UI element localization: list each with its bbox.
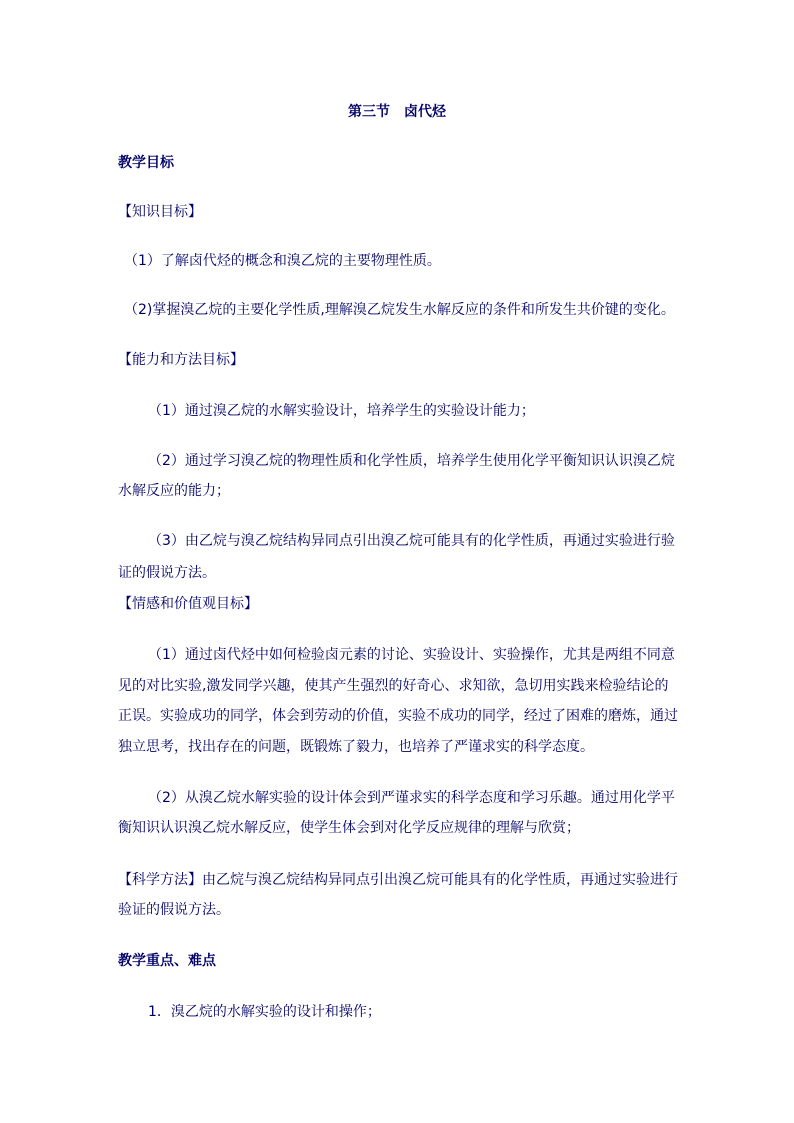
knowledge-goals-heading: 【知识目标】: [118, 204, 202, 220]
section-heading-key-points: 教学重点、难点: [118, 953, 216, 969]
section-heading-teaching-goals: 教学目标: [118, 155, 174, 171]
knowledge-goal-item-2: （2)掌握溴乙烷的主要化学性质,理解溴乙烷发生水解反应的条件和所发生共价键的变化。: [124, 302, 675, 318]
ability-goal-item-2-line-2: 水解反应的能力；: [118, 483, 230, 499]
science-method-line-2: 验证的假说方法。: [118, 902, 230, 918]
key-point-item-1: 1．溴乙烷的水解实验的设计和操作；: [148, 1004, 381, 1020]
emotion-goal-item-1-line-1: （1）通过卤代烃中如何检验卤元素的讨论、实验设计、实验操作，尤其是两组不同意: [148, 647, 675, 663]
emotion-goal-item-1-line-4: 独立思考，找出存在的问题，既锻炼了毅力，也培养了严谨求实的科学态度。: [118, 739, 594, 755]
ability-goal-item-1: （1）通过溴乙烷的水解实验设计，培养学生的实验设计能力；: [148, 403, 535, 419]
ability-goal-item-2-line-1: （2）通过学习溴乙烷的物理性质和化学性质，培养学生使用化学平衡知识认识溴乙烷: [148, 453, 675, 469]
page-title: 第三节 卤代烃: [348, 104, 446, 120]
emotion-goals-heading: 【情感和价值观目标】: [118, 596, 258, 612]
emotion-goal-item-2-line-1: （2）从溴乙烷水解实验的设计体会到严谨求实的科学态度和学习乐趣。通过用化学平: [148, 790, 675, 806]
emotion-goal-item-1-line-2: 见的对比实验,激发同学兴趣，使其产生强烈的好奇心、求知欲，急切用实践来检验结论的: [118, 678, 669, 694]
science-method-line-1: 【科学方法】由乙烷与溴乙烷结构异同点引出溴乙烷可能具有的化学性质，再通过实验进行: [118, 872, 678, 888]
emotion-goal-item-1-line-3: 正误。实验成功的同学，体会到劳动的价值，实验不成功的同学，经过了困难的磨炼，通过: [118, 708, 678, 724]
emotion-goal-item-2-line-2: 衡知识认识溴乙烷水解反应，使学生体会到对化学反应规律的理解与欣赏；: [118, 820, 580, 836]
ability-goal-item-3-line-1: （3）由乙烷与溴乙烷结构异同点引出溴乙烷可能具有的化学性质，再通过实验进行验: [148, 533, 675, 549]
knowledge-goal-item-1: （1）了解卤代烃的概念和溴乙烷的主要物理性质。: [124, 253, 441, 269]
ability-goal-item-3-line-2: 证的假说方法。: [118, 565, 216, 581]
ability-goals-heading: 【能力和方法目标】: [118, 352, 244, 368]
